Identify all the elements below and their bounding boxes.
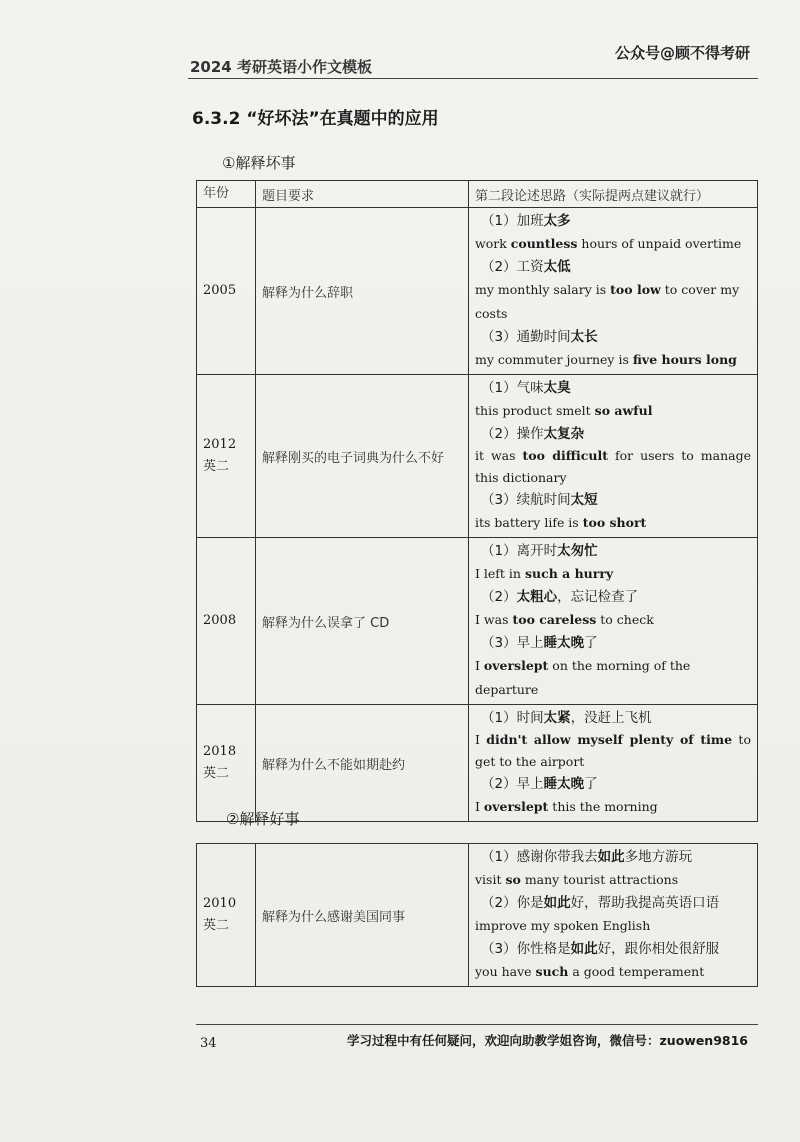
idea-chinese-text: （1）感谢你带我去 [481,849,598,865]
year-cell [197,538,256,705]
ideas-cell [469,375,758,538]
table-row [197,208,758,375]
idea-chinese-text: 了 [584,635,598,651]
table-header-row [197,181,758,208]
idea-english-keyword: countless [510,236,578,251]
topic-text: 解释刚买的电子词典为什么不好 [262,450,445,466]
idea-english-keyword: so awful [594,403,653,418]
idea-english-text: to cover my costs [475,282,740,321]
idea-chinese-keyword: 太臭 [543,380,571,396]
idea-chinese-text: （3）通勤时间 [481,329,571,345]
ideas-cell [469,208,758,375]
idea-chinese-text: ，没赶上飞机 [570,710,652,726]
idea-chinese-keyword: 太匆忙 [557,543,598,559]
idea-chinese-keyword: 睡太晚 [543,776,585,792]
column-header-year: 年份 [197,181,256,208]
idea-english [475,960,751,984]
idea-english-text: for users to manage this dictionary [475,448,751,485]
idea-chinese-text: （1）时间 [481,710,544,726]
exam-type: 英二 [203,459,230,474]
idea-english [475,868,751,892]
idea-english [475,914,751,938]
idea-chinese [475,707,751,729]
ideas-cell [469,844,758,987]
table-row [197,705,758,822]
topic-cell [256,538,469,705]
idea-english [475,608,751,632]
idea-english-text: its battery life is [475,515,583,530]
page-number: 34 [200,1036,217,1051]
idea-chinese [475,210,751,232]
idea-english-text: many tourist attractions [520,872,679,887]
idea-english-keyword: overslept [483,799,549,814]
idea-english-text: hours of unpaid overtime [577,236,742,251]
idea-english-text: work [475,236,511,251]
idea-chinese-keyword: 太长 [570,329,598,345]
idea-english-text: I was [475,612,513,627]
idea-chinese-text: （2）工资 [481,259,544,275]
idea-chinese-text: ，忘记检查了 [557,589,639,605]
idea-english-keyword: didn't allow myself plenty of time [486,732,733,747]
topic-text: 解释为什么不能如期赴约 [262,757,406,773]
year-cell [197,705,256,822]
topic-cell [256,705,469,822]
table-row [197,844,758,987]
column-header-ideas: 第二段论述思路（实际提两点建议就行） [469,181,758,208]
idea-english [475,729,751,773]
idea-english-text: to check [596,612,654,627]
topic-cell [256,208,469,375]
idea-english [475,795,751,819]
idea-english [475,232,751,256]
idea-english [475,654,751,702]
exam-year: 2012 [203,437,237,452]
idea-english-keyword: too low [610,282,661,297]
ideas-cell [469,705,758,822]
table-row [197,375,758,538]
idea-english [475,562,751,586]
part2-title: ②解释好事 [226,810,300,828]
idea-chinese-text: （2）早上 [481,776,544,792]
exam-year: 2005 [203,283,237,298]
idea-english-text: this the morning [548,799,658,814]
year-cell [197,375,256,538]
idea-english-text: I [475,658,484,673]
idea-chinese-keyword: 如此 [597,849,625,865]
book-title: 2024 考研英语小作文模板 [190,58,372,76]
idea-chinese-keyword: 如此 [570,941,598,957]
idea-english [475,445,751,489]
topic-text: 解释为什么感谢美国同事 [262,909,406,925]
idea-english-text: I left in [475,566,525,581]
idea-chinese [475,256,751,278]
idea-english-text: a good temperament [568,964,705,979]
idea-english-text: improve my spoken English [475,918,651,933]
year-cell [197,844,256,987]
idea-english-text: to get to the airport [475,732,751,769]
idea-english-text: I [475,732,487,747]
bad-things-table [196,180,758,822]
idea-chinese-text: （3）续航时间 [481,492,571,508]
idea-english-keyword: too difficult [522,448,609,463]
good-things-table [196,843,758,987]
topic-cell [256,844,469,987]
idea-chinese-text: （2） [481,589,517,605]
idea-chinese [475,773,751,795]
idea-chinese-text: 好，跟你相处很舒服 [597,941,720,957]
exam-type: 英二 [203,918,230,933]
idea-chinese-text: 好，帮助我提高英语口语 [570,895,720,911]
idea-english-keyword: such [535,964,569,979]
idea-english-text: you have [475,964,536,979]
idea-chinese-text: （2）操作 [481,426,544,442]
account-name: 公众号@顾不得考研 [614,44,750,62]
idea-english-text: visit [475,872,506,887]
exam-year: 2008 [203,613,237,628]
idea-english [475,278,751,326]
idea-chinese [475,423,751,445]
idea-chinese-text: （3）早上 [481,635,544,651]
idea-chinese [475,489,751,511]
footer-divider [196,1024,758,1025]
idea-english-keyword: such a hurry [524,566,614,581]
idea-chinese-keyword: 太低 [543,259,571,275]
idea-chinese-text: （1）气味 [481,380,544,396]
footer-note: 学习过程中有任何疑问，欢迎向助教学姐咨询，微信号：zuowen9816 [347,1033,748,1048]
exam-type: 英二 [203,766,230,781]
idea-chinese [475,586,751,608]
exam-year: 2010 [203,896,237,911]
idea-chinese [475,846,751,868]
idea-chinese-keyword: 太紧 [543,710,571,726]
idea-chinese-keyword: 睡太晚 [543,635,585,651]
idea-english-text: I [475,799,484,814]
idea-chinese [475,377,751,399]
idea-english-keyword: overslept [483,658,549,673]
idea-english [475,399,751,423]
idea-english-text: it was [475,448,523,463]
idea-chinese [475,540,751,562]
idea-chinese-keyword: 太复杂 [543,426,585,442]
table-row [197,538,758,705]
idea-english-text: this product smelt [475,403,595,418]
idea-chinese [475,326,751,348]
column-header-topic: 题目要求 [256,181,469,208]
idea-chinese-text: （3）你性格是 [481,941,571,957]
idea-english [475,511,751,535]
idea-chinese-text: （1）离开时 [481,543,558,559]
topic-text: 解释为什么辞职 [262,285,354,301]
section-title: 6.3.2 “好坏法”在真题中的应用 [192,109,439,129]
idea-chinese [475,938,751,960]
idea-chinese-keyword: 太粗心 [516,589,558,605]
idea-english [475,348,751,372]
idea-chinese-keyword: 如此 [543,895,571,911]
idea-english-text: my commuter journey is [475,352,633,367]
idea-chinese-text: 多地方游玩 [624,849,693,865]
idea-english-keyword: too short [582,515,647,530]
idea-chinese-text: 了 [584,776,598,792]
idea-chinese-text: （2）你是 [481,895,544,911]
idea-chinese-keyword: 太短 [570,492,598,508]
topic-text: 解释为什么误拿了 CD [262,615,390,631]
header-divider [188,78,758,79]
idea-english-keyword: too careless [512,612,597,627]
idea-chinese-text: （1）加班 [481,213,544,229]
exam-year: 2018 [203,744,237,759]
idea-english-keyword: five hours long [632,352,737,367]
part1-title: ①解释坏事 [222,154,296,172]
ideas-cell [469,538,758,705]
idea-english-text: my monthly salary is [475,282,611,297]
idea-english-text: on the morning of the departure [475,658,691,697]
idea-english-keyword: so [505,872,521,887]
idea-chinese [475,632,751,654]
idea-chinese [475,892,751,914]
idea-chinese-keyword: 太多 [543,213,571,229]
year-cell [197,208,256,375]
topic-cell [256,375,469,538]
